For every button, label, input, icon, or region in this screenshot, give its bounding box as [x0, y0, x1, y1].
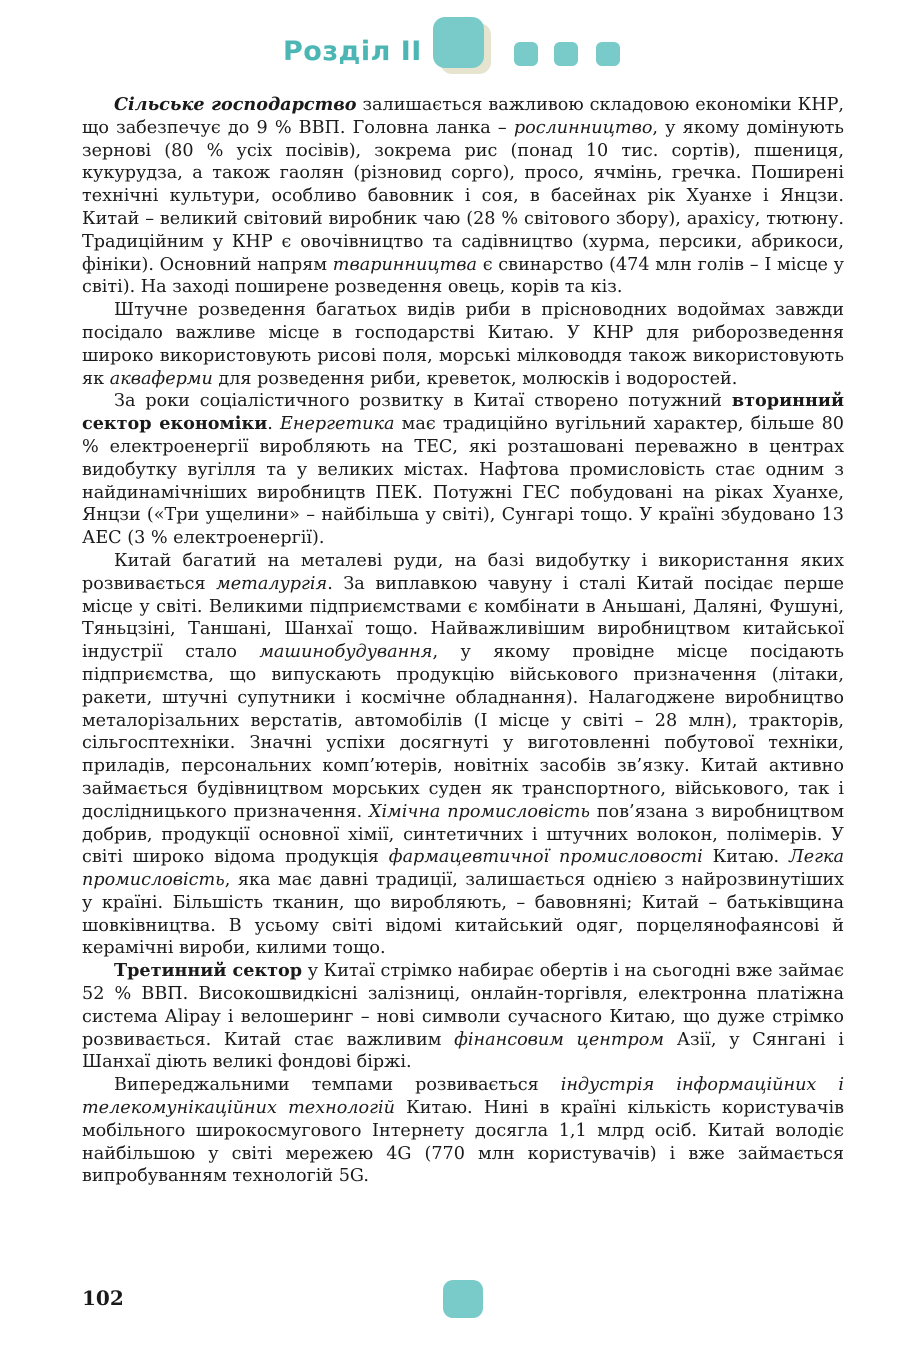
paragraph	[82, 299, 844, 390]
text-run: , у якому провідне місце посідають підприємства, що випускають продукцію військового призначення (літаки, ракети, штучні супутники і космічне обладнання). Налагоджене виробництво металорізальних верстатів, автомобілів (I місце у світі – 28 млн), тракторів, сільгосптехніки. Значні успіхи досягнуті у виготовленні побутової техніки, приладів, персональних комп’ютерів, новітніх засобів зв’язку. Китай активно займається будівництвом морських суден як транспортного, військового, так і дослідницького призначення.	[82, 642, 845, 822]
text-run: є свинарство (474 млн голів – I місце у світі). На заході поширене розведення овець, корів та кіз.	[82, 254, 844, 298]
italic-term: фінансовим центром	[454, 1029, 664, 1050]
bold-term: Третинний сектор	[114, 960, 303, 982]
text-run: Штучне розведення багатьох видів риби в прісноводних водоймах завжди посідало важливе місце в господарстві Китаю. У КНР для риборозведення широко використовують рисові поля, морські мілководдя також використовують як	[82, 300, 844, 389]
italic-term: Легка промисловість	[82, 847, 845, 891]
paragraph	[82, 94, 844, 299]
text-run: має традиційно вугільний характер, більше 80 % електроенергії виробляють на ТЕС, які розташовані переважно в центрах видобутку вугілля та у великих містах. Нафтова промисловість стає одним з найдинамічніших виробництв ПЕК. Потужні ГЕС побудовані на ріках Хуанхе, Янцзи («Три ущелини» – найбільша у світі), Сунгарі тощо. У країні збудовано 13 АЕС (3 % електроенергії).	[82, 414, 844, 549]
text-run: для розведення риби, креветок, молюсків і водоростей.	[212, 368, 738, 389]
decorative-square-small	[596, 42, 620, 66]
italic-term: індустрія інформаційних і телекомунікаційних технологій	[82, 1075, 844, 1119]
text-run: Китай багатий на металеві руди, на базі видобутку і використання яких розвивається	[82, 550, 844, 594]
italic-term: металургія	[216, 573, 328, 594]
bold-term: вторинний сектор економіки	[82, 390, 844, 435]
chapter-title: Розділ II	[283, 36, 422, 67]
italic-term: аквaферми	[109, 368, 213, 389]
paragraph	[82, 390, 844, 550]
text-run: Випереджальними темпами розвивається	[114, 1075, 561, 1096]
italic-term: Хімічна промисловість	[369, 801, 590, 822]
text-run: пов’язана з виробництвом добрив, продукції основної хімії, синтетичних і штучних волокон, полімерів. У світі широко відома продукція	[82, 801, 844, 868]
decorative-square-footer	[443, 1280, 483, 1318]
italic-term: тваринництва	[332, 254, 477, 275]
italic-term: машинобудування	[259, 642, 433, 663]
italic-term: фармацевтичної промисловості	[388, 847, 703, 868]
decorative-square-large	[433, 17, 484, 68]
paragraph	[82, 550, 844, 960]
text-run: у Китаї стрімко набирає обертів і на сьогодні вже займає 52 % ВВП. Високошвидкісні залізниці, онлайн-торгівля, електронна платіжна система Alipay і велошеринг – нові символи сучасного Китаю, що дуже стрімко розвивається. Китай стає важливим	[82, 961, 844, 1050]
text-run: За роки соціалістичного розвитку в Китаї створено потужний	[114, 391, 732, 412]
paragraph	[82, 1074, 844, 1188]
paragraph	[82, 960, 844, 1074]
body-text	[82, 94, 844, 1188]
text-run: залишається важливою складовою економіки КНР, що забезпечує до 9 % ВВП. Головна ланка –	[82, 95, 844, 138]
text-run: .	[267, 414, 281, 435]
italic-term: Енергетика	[280, 414, 395, 435]
text-run: . За виплавкою чавуну і сталі Китай посідає перше місце у світі. Великими підприємствами є комбінати в Аньшані, Даляні, Фушуні, Тяньцзіні, Таншані, Шанхаї тощо. Найважливішим виробництвом китайської індустрії стало	[82, 573, 844, 663]
text-run: Азії, у Сянгані і Шанхаї діють великі фондові біржі.	[82, 1029, 845, 1073]
italic-term: рослинництво	[513, 117, 653, 138]
text-run: Китаю. Нині в країні кількість користувачів мобільного широкосмугового Інтернету досягла 1,1 млрд осіб. Китай володіє найбільшою у світі мережею 4G (770 млн користувачів) і вже займається випробуванням технологій 5G.	[82, 1098, 845, 1187]
decorative-square-small	[514, 42, 538, 66]
page-number: 102	[82, 1286, 124, 1310]
decorative-square-small	[554, 42, 578, 66]
text-run: , у якому домінують зернові (80 % усіх посівів), зокрема рис (понад 10 тис. сортів), пшениця, кукурудза, а також гаолян (різновид сорго), просо, ячмінь, гречка. Поширені технічні культури, особливо бавовник і соя, в басейнах рік Хуанхе і Янцзи. Китай – великий світовий виробник чаю (28 % світового збору), арахісу, тютюну. Традиційним у КНР є овочівництво та садівництво (хурма, персики, абрикоси, фініки). Основний напрям	[82, 117, 844, 275]
text-run: Китаю.	[702, 847, 790, 868]
bold-italic-term: Сільське господарство	[114, 94, 357, 115]
text-run: , яка має давні традиції, залишається однією з найрозвинутіших у країні. Більшість тканин, що виробляють, – бавовняні; Китай – батьківщина шовківництва. В усьому світі відомі китайський одяг, порцелянофаянсові й керамічні вироби, килими тощо.	[82, 870, 844, 959]
page-header	[0, 0, 918, 90]
